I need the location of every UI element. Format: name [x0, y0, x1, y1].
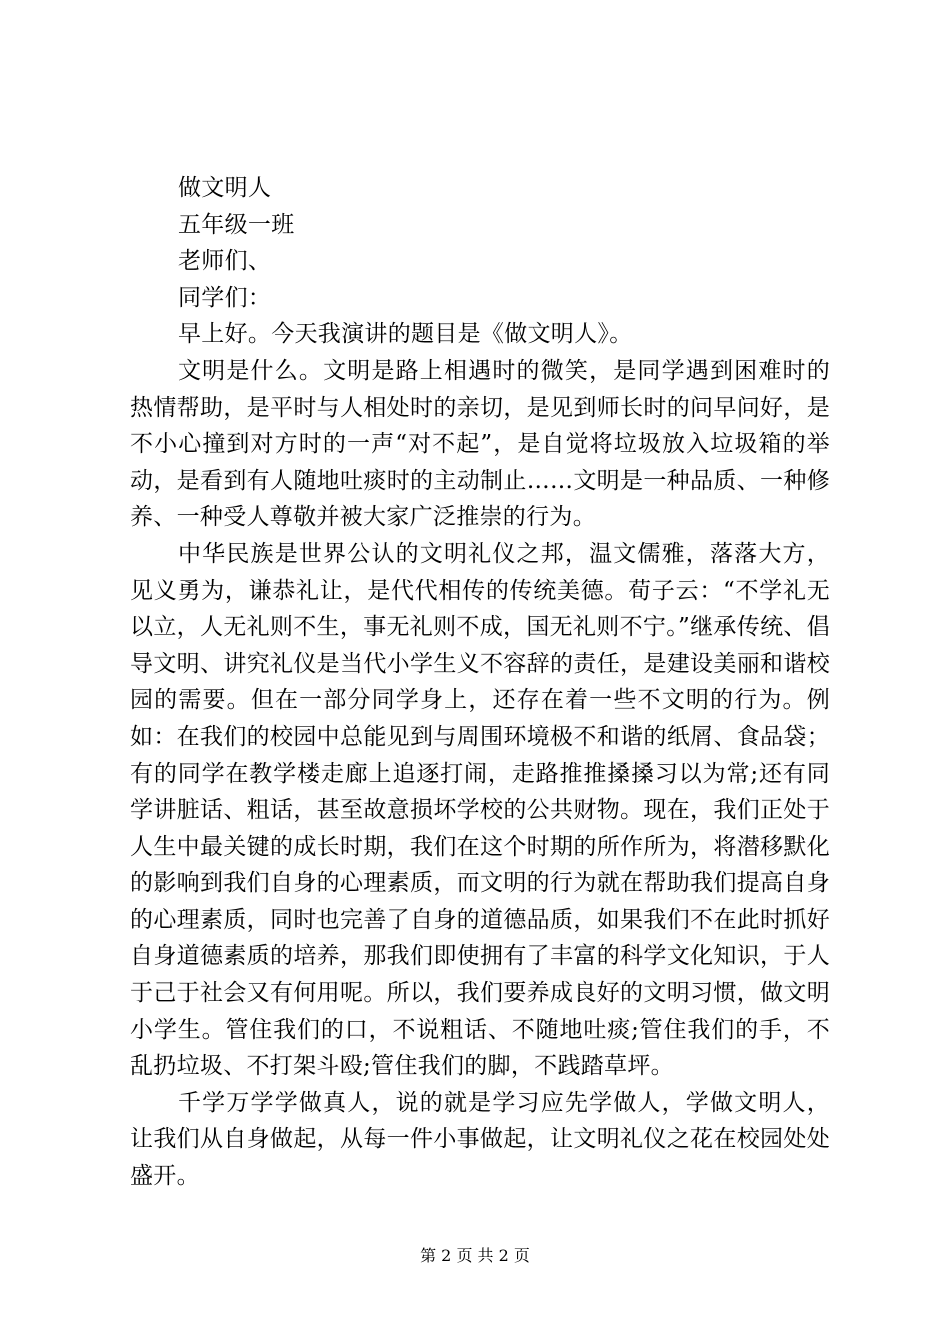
paragraph-greeting: 早上好。今天我演讲的题目是《做文明人》。	[178, 321, 633, 348]
page-footer: 第 2 页 共 2 页	[420, 1246, 530, 1265]
salutation-teachers: 老师们、	[178, 248, 272, 275]
paragraph-what-is-civility: 文明是什么。文明是路上相遇时的微笑，是同学遇到困难时的热情帮助，是平时与人相处时的亲切，是见到师长时的问早问好，是不小心撞到对方时的一声“对不起”，是自觉将垃圾放入垃圾箱的举动，是看到有人随地吐痰时的主动制止……文明是一种品质、一种修养、一种受人尊敬并被大家广泛推崇的行为。	[130, 357, 830, 531]
class-name: 五年级一班	[178, 211, 295, 238]
document-title: 做文明人	[178, 175, 272, 201]
salutation-students: 同学们：	[178, 284, 272, 311]
paragraph-chinese-tradition: 中华民族是世界公认的文明礼仪之邦，温文儒雅，落落大方，见义勇为，谦恭礼让，是代代相传的传统美德。荀子云：“不学礼无以立，人无礼则不生，事无礼则不成，国无礼则不宁。”继承传统、倡导文明、讲究礼仪是当代小学生义不容辞的责任，是建设美丽和谐校园的需要。但在一部分同学身上，还存在着一些不文明的行为。例如：在我们的校园中总能见到与周围环境极不和谐的纸屑、食品袋；有的同学在教学楼走廊上追逐打闹，走路推推搡搡习以为常;还有同学讲脏话、粗话，甚至故意损坏学校的公共财物。现在，我们正处于人生中最关键的成长时期，我们在这个时期的所作所为，将潜移默化的影响到我们自身的心理素质，而文明的行为就在帮助我们提高自身的心理素质，同时也完善了自身的道德品质，如果我们不在此时抓好自身道德素质的培养，那我们即使拥有了丰富的科学文化知识，于人于己于社会又有何用呢。所以，我们要养成良好的文明习惯，做文明小学生。管住我们的口，不说粗话、不随地吐痰;管住我们的手，不乱扔垃圾、不打架斗殴;管住我们的脚，不践踏草坪。	[130, 540, 830, 1080]
paragraph-conclusion: 千学万学学做真人，说的就是学习应先学做人，学做文明人，让我们从自身做起，从每一件小事做起，让文明礼仪之花在校园处处盛开。	[130, 1089, 830, 1190]
document-body	[130, 170, 830, 1195]
